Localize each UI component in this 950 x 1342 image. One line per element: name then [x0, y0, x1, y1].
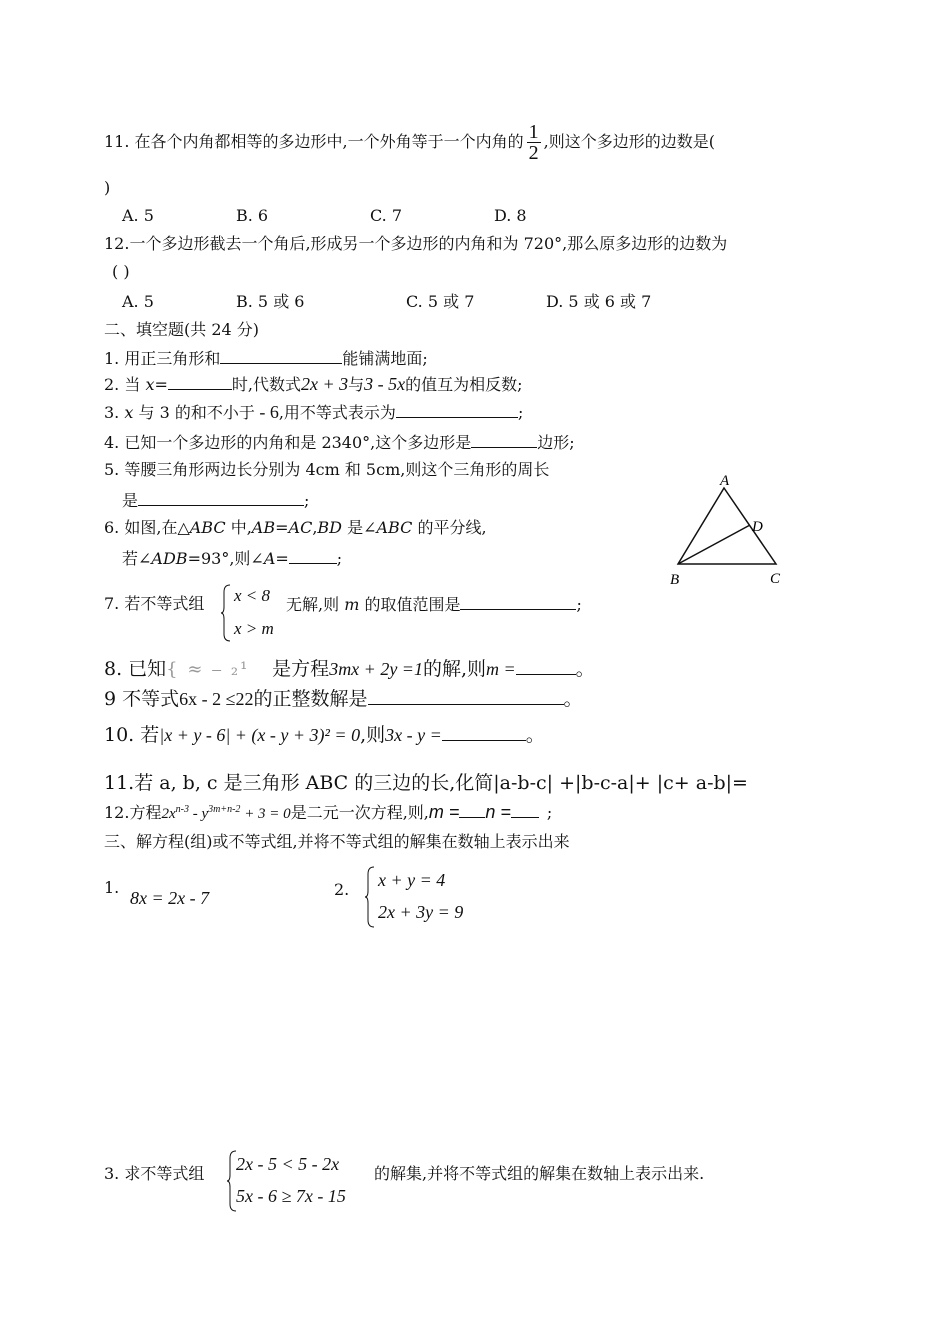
problem-3-text: 的解集,并将不等式组的解集在数轴上表示出来.	[374, 1164, 705, 1183]
fill-3-value: - 6	[254, 402, 279, 422]
fill-11: 11.若 a, b, c 是三角形 ABC 的三边的长,化简|a-b-c| +|b-c-a|+ |c+ a-b|=	[104, 772, 748, 794]
fill-1-text-end: 能铺满地面;	[342, 349, 428, 368]
q12-option-d: D. 5 或 6 或 7	[546, 292, 652, 311]
fill-8-equation: 3mx + 2y =1	[329, 659, 423, 679]
fill-3-text-d: ;	[517, 403, 524, 422]
fill-6-eq: =	[275, 518, 289, 537]
fill-3-var: x	[124, 403, 134, 422]
fill-5-text-b: 是	[122, 491, 139, 510]
q11-option-c: C. 7	[370, 206, 403, 225]
q11-options	[122, 206, 527, 225]
fill-9-text-b: 的正整数解是	[253, 688, 368, 710]
fill-12-blank-m	[459, 802, 485, 818]
fill-10-equation: |x + y - 6| + (x - y + 3)² = 0	[159, 725, 361, 745]
problem-3-line2: 5x - 6 ≥ 7x - 15	[236, 1186, 346, 1206]
fill-9-blank	[368, 689, 564, 705]
q11-option-d: D. 8	[494, 206, 527, 225]
q12-paren: ( )	[112, 262, 130, 281]
fill-6-a: A	[263, 549, 276, 568]
fill-3	[104, 402, 523, 424]
vertex-b-label: B	[670, 572, 680, 588]
fill-6-text: 6. 如图,在△	[104, 518, 190, 537]
fill-9-text-c: 。	[563, 688, 583, 710]
fill-6-bd: BD	[317, 518, 342, 537]
fill-10-expr: 3x - y =	[385, 725, 442, 745]
problem-2-number: 2.	[334, 880, 350, 899]
fill-7-text-d: ;	[576, 595, 582, 614]
problem-2-line2: 2x + 3y = 9	[378, 902, 464, 922]
q11-line	[104, 122, 715, 163]
fill-10	[104, 724, 545, 747]
problem-1-equation: 8x = 2x - 7	[130, 888, 210, 908]
fill-2	[104, 374, 523, 396]
fill-6-text-e: 的平分线,	[412, 518, 487, 537]
fill-10-blank	[442, 725, 526, 741]
fill-7-var: m	[344, 595, 360, 614]
fill-6-text-f: 若∠	[122, 549, 152, 568]
fill-12-text: 12.方程	[104, 803, 162, 822]
fill-6-abc2: ABC	[376, 518, 413, 537]
fill-1	[104, 348, 428, 368]
fill-5: 5. 等腰三角形两边长分别为 4cm 和 5cm,则这个三角形的周长	[104, 460, 550, 479]
fill-7-line1: x < 8	[234, 586, 271, 605]
fill-8	[104, 658, 595, 681]
fill-2-expr1: 2x + 3	[300, 374, 349, 394]
fill-6-ab: AB	[251, 518, 276, 537]
fill-6-text-g: =93°,则∠	[187, 549, 264, 568]
fill-12-n: n =	[485, 802, 511, 822]
fill-6-text-i: ;	[336, 549, 343, 568]
fill-10-text-c: 。	[525, 724, 545, 746]
problem-2-line1: x + y = 4	[378, 870, 446, 890]
fill-2-expr2: 3 - 5x	[364, 374, 406, 394]
fill-9-inequality: 6x - 2 ≤22	[179, 689, 254, 709]
fill-8-text-c: 的解,则	[422, 658, 487, 680]
fill-2-text-c: 与	[348, 375, 365, 394]
fill-12	[104, 802, 552, 824]
fill-10-text: 10. 若	[104, 724, 160, 746]
fill-2-text-b: 时,代数式	[231, 375, 301, 394]
segment-bd	[678, 525, 750, 564]
fill-8-text-b: 是方程	[272, 658, 330, 680]
vertex-c-label: C	[770, 571, 781, 587]
fill-10-text-b: ,则	[360, 724, 386, 746]
q11-prefix: 11. 在各个内角都相等的多边形中,一个外角等于一个内角的	[104, 132, 524, 151]
fill-6-text-h: =	[275, 549, 289, 568]
fill-12-equation: $2x^{n-3} - y^{3m+n-2} + 3 = 0$	[161, 804, 291, 822]
fill-2-var: x	[145, 375, 155, 394]
q12-option-c: C. 5 或 7	[406, 292, 475, 311]
section2-heading: 二、填空题(共 24 分)	[104, 320, 260, 339]
triangle-figure	[664, 470, 794, 592]
problem-3-line1: 2x - 5 < 5 - 2x	[236, 1154, 340, 1174]
q12-option-a: A. 5	[122, 292, 154, 311]
fill-6	[104, 518, 487, 537]
fill-4	[104, 432, 575, 452]
fill-2-blank	[168, 374, 232, 390]
fill-8-m: m =	[486, 659, 516, 679]
fill-12-text-c: ;	[546, 803, 553, 822]
fill-6-cont	[122, 548, 342, 568]
fill-7-text-b: 无解,则	[286, 595, 345, 614]
fill-3-text-b: 与 3 的和不小于	[133, 403, 255, 422]
fill-2-text-d: 的值互为相反数;	[405, 375, 523, 394]
fill-1-text: 1. 用正三角形和	[104, 349, 221, 368]
fill-6-text-c: ,	[312, 518, 318, 537]
fill-7-blank	[460, 594, 576, 610]
fill-12-blank-n	[511, 802, 539, 818]
frac-numerator: 1	[528, 121, 539, 143]
fill-6-text-b: 中,	[225, 518, 252, 537]
fill-9	[104, 688, 583, 711]
q12-options	[122, 292, 651, 311]
fill-5-cont	[122, 490, 309, 510]
q11-option-a: A. 5	[122, 206, 154, 225]
fill-4-blank	[471, 432, 537, 448]
fill-9-text: 9 不等式	[104, 688, 180, 710]
fill-4-text-b: 边形;	[537, 433, 575, 452]
fill-6-abc: ABC	[189, 518, 226, 537]
fill-7-text-c: 的取值范围是	[359, 595, 461, 614]
fill-8-text: 8. 已知	[104, 658, 167, 680]
fill-7-label: 7. 若不等式组	[104, 594, 205, 613]
frac-denominator: 2	[528, 142, 539, 164]
vertex-d-label: D	[752, 519, 763, 535]
fill-5-text-c: ;	[304, 491, 310, 510]
fill-5-blank	[138, 490, 304, 506]
fill-3-text-c: ,用不等式表示为	[278, 403, 396, 422]
q11-close: )	[104, 178, 111, 197]
q12-option-b: B. 5 或 6	[236, 292, 305, 311]
fill-6-blank	[289, 548, 337, 564]
fill-8-blank	[516, 659, 576, 675]
fill-7-line2: x > m	[234, 619, 274, 638]
fill-2-text: 2. 当	[104, 375, 146, 394]
fill-6-text-d: 是∠	[342, 518, 377, 537]
fill-12-text-b: 是二元一次方程,则,	[290, 803, 429, 822]
q11-suffix: ,则这个多边形的边数是(	[543, 132, 715, 151]
vertex-a-label: A	[720, 473, 730, 489]
fill-8-text-d: 。	[575, 658, 595, 680]
fill-6-ac: AC	[288, 518, 313, 537]
fill-4-text: 4. 已知一个多边形的内角和是 2340°,这个多边形是	[104, 433, 472, 452]
fill-2-eq: =	[154, 375, 168, 394]
section3-heading: 三、解方程(组)或不等式组,并将不等式组的解集在数轴上表示出来	[104, 832, 570, 851]
q11-option-b: B. 6	[236, 206, 269, 225]
fill-7-brace	[220, 584, 232, 642]
fill-12-m: m =	[428, 802, 460, 822]
fill-8-garbled-system: { ≈ ⎯ ₂¹	[166, 659, 250, 680]
fill-3-text: 3.	[104, 403, 125, 422]
fill-3-blank	[396, 402, 518, 418]
fill-7-rest	[286, 594, 582, 614]
problem-2-brace	[364, 866, 376, 928]
fill-1-blank	[220, 348, 342, 364]
fill-6-adb: ADB	[151, 549, 188, 568]
q11-fraction	[527, 122, 541, 163]
problem-3-label: 3. 求不等式组	[104, 1164, 205, 1183]
problem-1-number: 1.	[104, 878, 120, 897]
q12-line: 12.一个多边形截去一个角后,形成另一个多边形的内角和为 720°,那么原多边形的边数为	[104, 234, 728, 253]
